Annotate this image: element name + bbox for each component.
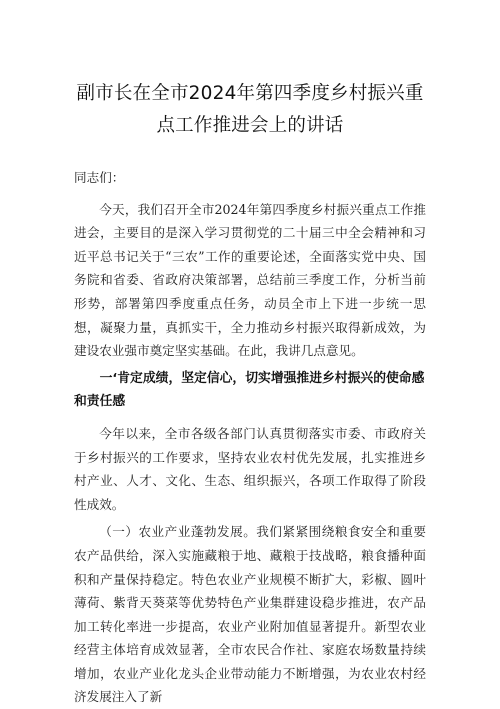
section-heading-1: 一‘肯定成绩，坚定信心，切实增强推进乡村振兴的使命感和责任感 bbox=[74, 370, 425, 410]
document-title bbox=[66, 78, 434, 142]
paragraph-opening: 今天，我们召开全市2024年第四季度乡村振兴重点工作推进会，主要目的是深入学习贯彻党的二十届三中全会精神和习近平总书记关于“三农”工作的重要论述，全面落实党中央、国务院和省委、省政府决策部署，总结前三季度工作，分析当前形势，部署第四季度重点任务，动员全市上下进一步统一思想，凝聚力量，真抓实干，全力推动乡村振兴取得新成效，为建设农业强市奠定坚实基础。在此，我讲几点意见。 bbox=[74, 201, 426, 359]
title-line-2: 点工作推进会上的讲话 bbox=[156, 115, 344, 136]
paragraph-overview: 今年以来，全市各级各部门认真贯彻落实市委、市政府关于乡村振兴的工作要求，坚持农业农村优先发展，扎实推进乡村产业、人才、文化、生态、组织振兴，各项工作取得了阶段性成效。 bbox=[74, 425, 426, 512]
salutation: 同志们： bbox=[74, 170, 125, 185]
title-line-1: 副市长在全市2024年第四季度乡村振兴重 bbox=[76, 83, 424, 104]
paragraph-agriculture: （一）农业产业蓬勃发展。我们紧紧围绕粮食安全和重要农产品供给，深入实施藏粮于地、藏粮于技战略，粮食播种面积和产量保持稳定。特色农业产业规模不断扩大，彩椒、圆叶薄荷、紫背天葵菜等优势特色产业集群建设稳步推进，农产品加工转化率进一步提高，农业产业附加值显著提升。新型农业经营主体培育成效显著，全市农民合作社、家庭农场数量持续增加，农业产业化龙头企业带动能力不断增强，为农业农村经济发展注入了新 bbox=[74, 524, 426, 705]
